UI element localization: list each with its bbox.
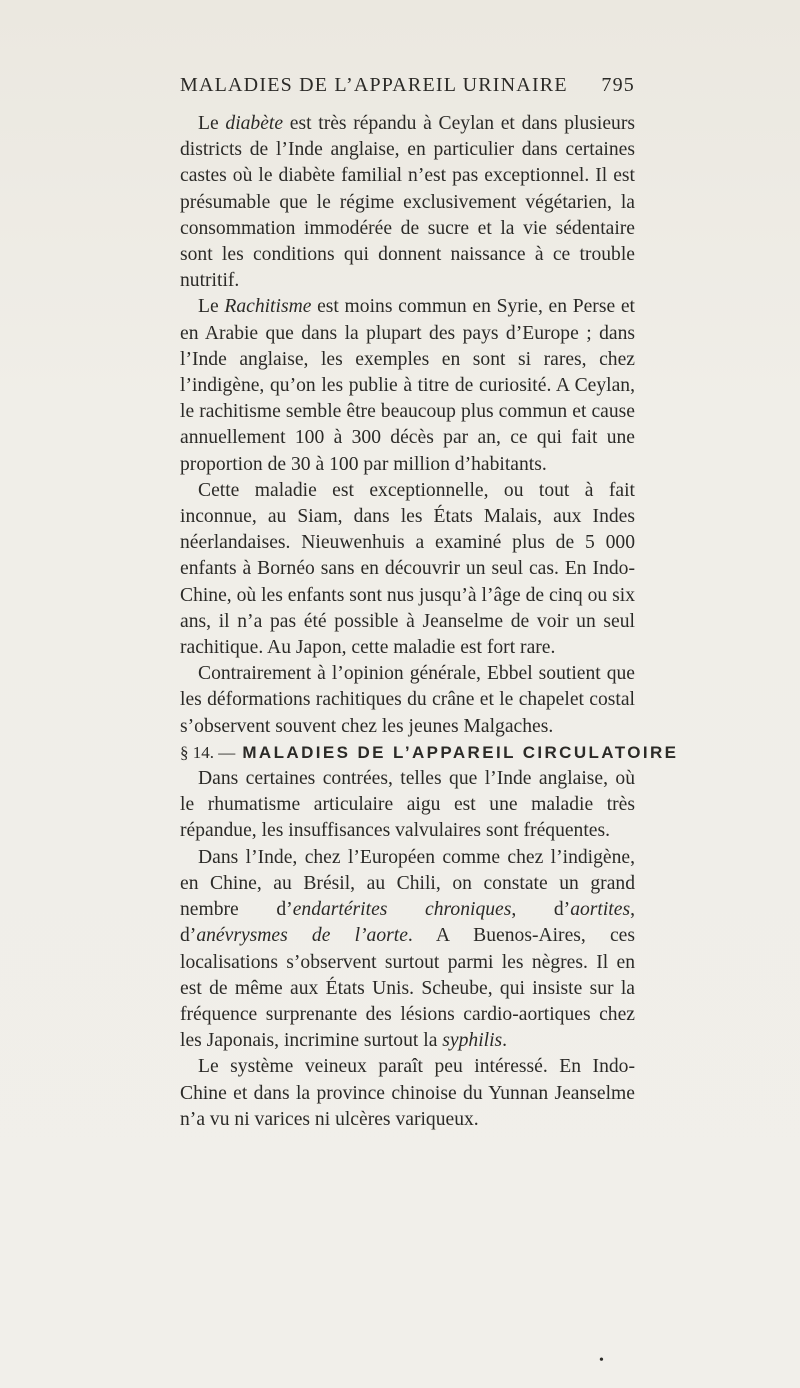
page-number: 795 (601, 74, 635, 96)
paragraph-rachitisme (180, 294, 635, 477)
italic-term: syphilis (442, 1030, 503, 1052)
italic-term: aortites (570, 899, 631, 921)
italic-term: diabète (225, 113, 284, 134)
paragraph-diabete (180, 111, 635, 294)
paragraph-exceptionnelle: Cette maladie est exceptionnelle, ou tout à fait inconnue, au Siam, dans les États Malais, aux Indes néerlandaises. Nieuwenhuis a examiné plus de 5 000 enfants à Bornéo sans en découvrir un seul cas. En Indo-Chine, où les enfants sont nus jusqu’à l’âge de cinq ou six ans, il n’a pas été possible à Jeanselme de voir un seul rachitique. Au Japon, cette maladie est fort rare. (180, 479, 635, 659)
section-title: MALADIES DE L’APPAREIL CIRCULATOIRE (242, 742, 679, 762)
paragraph-systeme-veineux: Le système veineux paraît peu intéressé. En Indo-Chine et dans la province chinoise du Yunnan Jeanselme n’a vu ni varices ni ulcères variqueux. (180, 1056, 635, 1130)
section-number: § 14. — (180, 742, 236, 762)
text-run: Dans l’Inde, chez l’Européen comme chez l’indigène, en Chine, au Brésil, au Chili, on constate un grand nembre d’ (180, 846, 635, 921)
text-run: . (502, 1030, 508, 1052)
ornament-dot: • (599, 1353, 604, 1368)
italic-term: endartérites chroniques (292, 899, 512, 921)
text-run: , d’ (511, 899, 571, 921)
paragraph-rhumatisme: Dans certaines contrées, telles que l’Inde anglaise, où le rhumatisme articulaire aigu est une maladie très répandue, les insuffisances valvulaires sont fréquentes. (180, 768, 635, 842)
text-run: est moins commun en Syrie, en Perse et en Arabie que dans la plupart des pays d’Europe ; dans l’Inde anglaise, les exemples en sont si rares, chez l’indigène, qu’on les publie à titre de curiosité. A Ceylan, le rachitisme semble être beaucoup plus commun et cause annuellement 100 à 300 décès par an, ce qui fait une proportion de 30 à 100 par million d’habitants. (180, 296, 635, 475)
text-run: est très répandu à Ceylan et dans plusieurs districts de l’Inde anglaise, en particulier dans certaines castes où le diabète familial n’est pas exceptionnel. Il est présumable que le régime exclusivement végétarien, la consommation immodérée de sucre et la vie sédentaire sont les conditions qui donnent naissance à ce trouble nutritif. (180, 113, 635, 292)
section-heading (180, 740, 679, 766)
body-text (180, 111, 679, 1133)
italic-term: anévrysmes de l’aorte (196, 925, 408, 947)
italic-term: Rachitisme (224, 296, 312, 318)
text-run: , d’ (180, 899, 635, 947)
text-run: Le (198, 296, 225, 318)
paragraph-endarterites (180, 845, 635, 1055)
text-run: Le (198, 113, 226, 134)
paragraph-ebbel: Contrairement à l’opinion générale, Ebbel soutient que les déformations rachitiques du crâne et le chapelet costal s’observent souvent chez les jeunes Malgaches. (180, 663, 635, 737)
running-title: MALADIES DE L’APPAREIL URINAIRE (180, 74, 568, 96)
text-run: . A Buenos-Aires, ces localisations s’observent surtout parmi les nègres. Il en est de même aux États Unis. Scheube, qui insiste sur la fréquence surprenante des lésions cardio-aortiques chez les Japonais, incrimine surtout la (180, 925, 636, 1052)
